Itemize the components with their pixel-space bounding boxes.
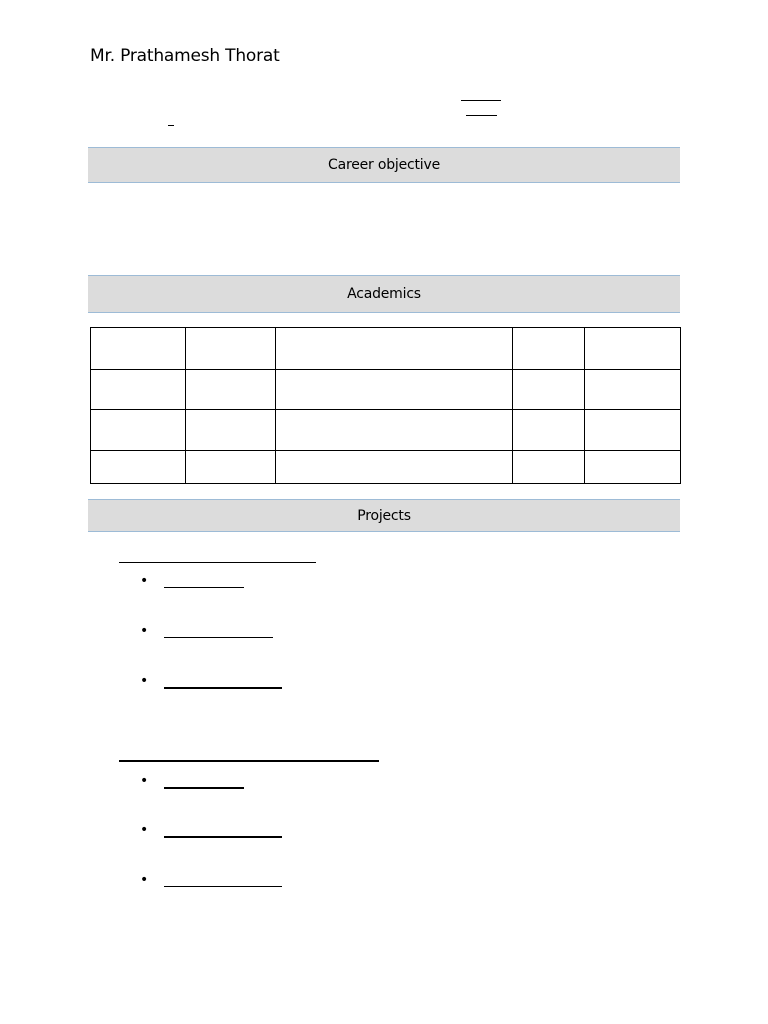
project-group-2-heading-line — [119, 760, 379, 762]
bullet-underline — [164, 787, 244, 789]
table-cell — [186, 370, 276, 410]
table-cell — [276, 370, 513, 410]
table-cell — [276, 410, 513, 451]
bullet-underline — [164, 886, 282, 887]
header-underline-2 — [466, 115, 497, 116]
section-academics: Academics — [88, 275, 680, 313]
table-cell — [585, 370, 681, 410]
bullet-icon: • — [140, 822, 149, 838]
bullet-icon: • — [140, 773, 149, 789]
table-cell — [585, 451, 681, 484]
table-cell — [513, 328, 585, 370]
bullet-icon: • — [140, 623, 149, 639]
bullet-underline — [164, 587, 244, 588]
table-cell — [585, 328, 681, 370]
project-group-1-heading-line — [119, 562, 316, 563]
bullet-icon: • — [140, 573, 149, 589]
bullet-underline — [164, 836, 282, 838]
table-cell — [91, 328, 186, 370]
table-cell — [91, 410, 186, 451]
header-dash — [168, 125, 174, 126]
table-cell — [513, 410, 585, 451]
table-cell — [585, 410, 681, 451]
section-career-objective: Career objective — [88, 147, 680, 183]
table-row — [91, 370, 681, 410]
table-cell — [186, 410, 276, 451]
table-cell — [91, 370, 186, 410]
table-cell — [276, 451, 513, 484]
bullet-icon: • — [140, 673, 149, 689]
section-projects: Projects — [88, 499, 680, 532]
table-cell — [91, 451, 186, 484]
table-cell — [276, 328, 513, 370]
table-row — [91, 410, 681, 451]
table-cell — [186, 451, 276, 484]
header-underline-1 — [461, 100, 501, 101]
bullet-underline — [164, 687, 282, 689]
table-cell — [513, 451, 585, 484]
table-cell — [186, 328, 276, 370]
bullet-icon: • — [140, 872, 149, 888]
candidate-name: Mr. Prathamesh Thorat — [90, 46, 280, 66]
academics-table — [90, 327, 681, 484]
bullet-underline — [164, 637, 273, 638]
table-row — [91, 328, 681, 370]
table-row — [91, 451, 681, 484]
table-cell — [513, 370, 585, 410]
